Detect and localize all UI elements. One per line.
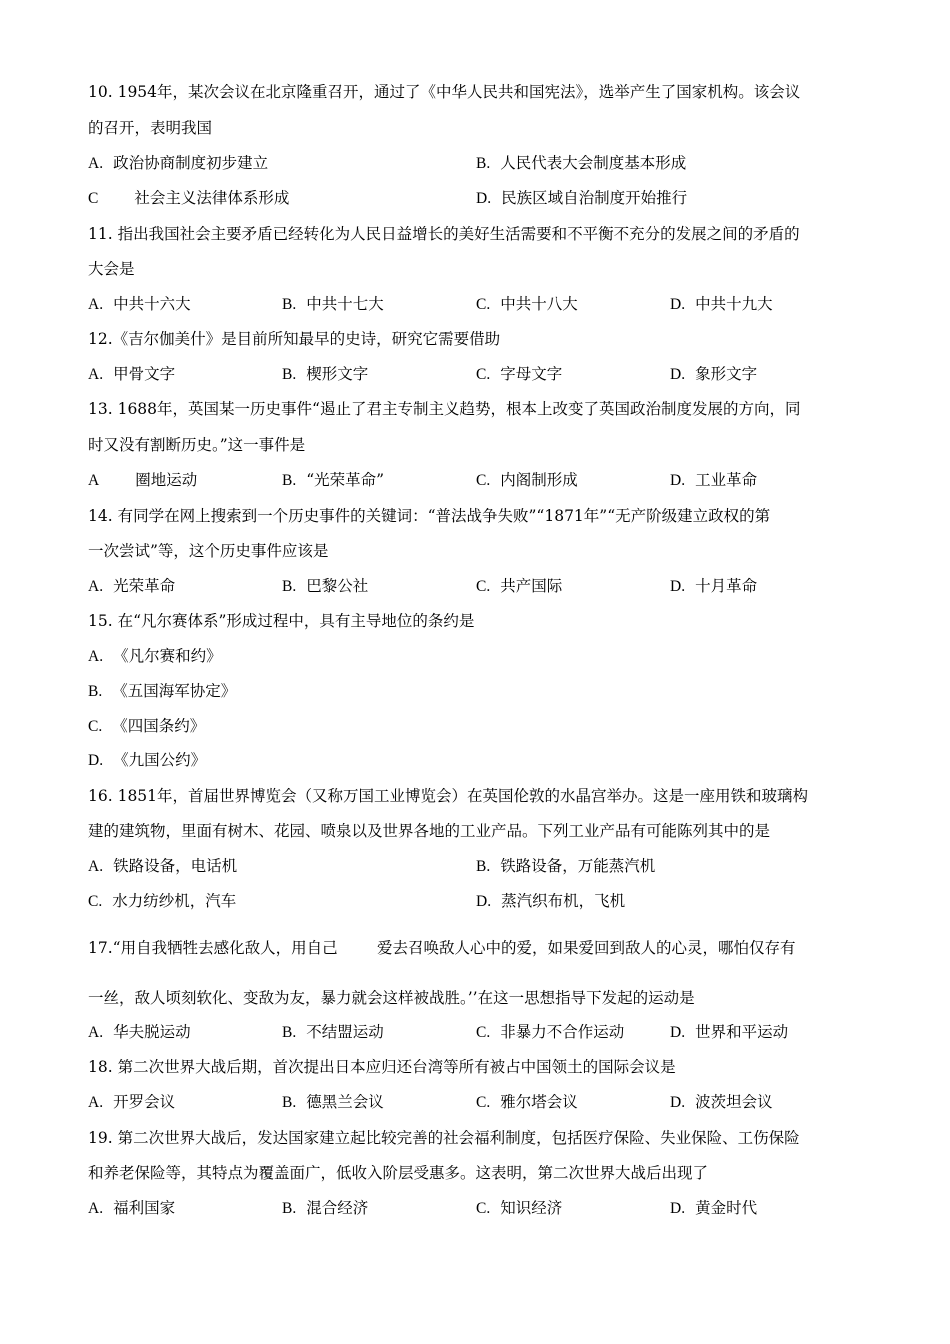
question-19-option-b: [282, 1198, 368, 1219]
question-11-option-d: [670, 294, 773, 315]
option-letter: D.: [476, 190, 492, 207]
option-letter: B.: [88, 683, 103, 700]
option-letter: B.: [282, 1094, 297, 1111]
question-16-stem-line-2: 建的建筑物，里面有树木、花园、喷泉以及世界各地的工业产品。下列工业产品有可能陈列其中的是: [88, 822, 771, 840]
option-letter: C.: [476, 1094, 491, 1111]
option-letter: A.: [88, 296, 104, 313]
question-16-option-a: [88, 856, 237, 877]
option-text: 非暴力不合作运动: [500, 1023, 625, 1041]
option-letter: D.: [670, 578, 686, 595]
option-text: 《五国海军协定》: [112, 682, 237, 700]
question-19-option-c: [476, 1198, 562, 1219]
question-11-stem-line-2: 大会是: [88, 260, 135, 278]
option-letter: D.: [670, 472, 686, 489]
question-17-stem-line-2: 一丝，敌人顷刻软化、变敌为友，暴力就会这样被战胜。’’在这一思想指导下发起的运动是: [88, 989, 695, 1007]
option-letter: D.: [670, 366, 686, 383]
question-19-option-a: [88, 1198, 175, 1219]
option-text: 甲骨文字: [113, 365, 176, 383]
option-text: 十月革命: [695, 577, 758, 595]
question-18-option-a: [88, 1092, 175, 1113]
question-12-option-a: [88, 364, 175, 385]
option-text: 字母文字: [500, 365, 563, 383]
option-letter: C.: [476, 472, 491, 489]
option-letter: A.: [88, 648, 104, 665]
option-letter: A.: [88, 155, 104, 172]
question-14-stem-line-1: 14. 有同学在网上搜索到一个历史事件的关键词：“普法战争失败”“1871年”“无产阶级建立政权的第: [88, 507, 771, 525]
option-letter: A.: [88, 1024, 104, 1041]
option-letter: B.: [282, 366, 297, 383]
option-letter: A.: [88, 858, 104, 875]
question-16-option-b: [476, 856, 655, 877]
question-12-option-c: [476, 364, 562, 385]
question-13-option-b: [282, 470, 384, 491]
question-19-option-d: [670, 1198, 757, 1219]
option-text: 水力纺纱机，汽车: [112, 892, 237, 910]
option-text: 内阁制形成: [500, 471, 578, 489]
question-10-stem-line-2: 的召开，表明我国: [88, 119, 213, 137]
option-text: 华夫脱运动: [113, 1023, 191, 1041]
option-letter: A: [88, 472, 100, 489]
option-text: 光荣革命: [113, 577, 176, 595]
option-text: 知识经济: [500, 1199, 563, 1217]
option-text: 中共十七大: [306, 295, 384, 313]
option-text: 波茨坦会议: [695, 1093, 773, 1111]
option-letter: A.: [88, 1200, 104, 1217]
option-letter: A.: [88, 1094, 104, 1111]
option-text: 黄金时代: [695, 1199, 758, 1217]
question-12-option-d: [670, 364, 757, 385]
question-17-option-c: [476, 1022, 624, 1043]
question-18-option-b: [282, 1092, 384, 1113]
question-17-option-b: [282, 1022, 384, 1043]
option-text: 政治协商制度初步建立: [113, 154, 269, 172]
question-12-stem-line-1: 12.《吉尔伽美什》是目前所知最早的史诗，研究它需要借助: [88, 330, 501, 348]
question-14-stem-line-2: 一次尝试”等，这个历史事件应该是: [88, 542, 329, 560]
option-text: 中共十八大: [500, 295, 578, 313]
question-14-option-c: [476, 576, 562, 597]
option-text: 巴黎公社: [306, 577, 369, 595]
option-letter: C.: [476, 366, 491, 383]
option-text: 雅尔塔会议: [500, 1093, 578, 1111]
option-letter: C: [88, 190, 99, 207]
option-text: 圈地运动: [135, 471, 198, 489]
option-text: 共产国际: [500, 577, 563, 595]
option-text: 铁路设备，万能蒸汽机: [500, 857, 656, 875]
option-text: 楔形文字: [306, 365, 369, 383]
question-14-option-b: [282, 576, 368, 597]
option-letter: B.: [282, 578, 297, 595]
question-17-option-a: [88, 1022, 191, 1043]
option-letter: B.: [282, 472, 297, 489]
option-letter: C.: [88, 718, 103, 735]
question-14-option-d: [670, 576, 757, 597]
option-letter: A.: [88, 578, 104, 595]
option-text: 《凡尔赛和约》: [113, 647, 222, 665]
option-letter: D.: [670, 296, 686, 313]
option-text: 蒸汽织布机，飞机: [501, 892, 626, 910]
option-letter: B.: [282, 1200, 297, 1217]
question-18-option-d: [670, 1092, 773, 1113]
question-15-option-d: [88, 750, 206, 771]
option-text: 象形文字: [695, 365, 758, 383]
option-letter: D.: [670, 1094, 686, 1111]
question-13-stem-line-2: 时又没有割断历史。”这一事件是: [88, 436, 306, 454]
option-text: 中共十六大: [113, 295, 191, 313]
option-text: 不结盟运动: [306, 1023, 384, 1041]
option-text: 福利国家: [113, 1199, 176, 1217]
option-letter: C.: [476, 578, 491, 595]
question-15-stem-line-1: 15. 在“凡尔赛体系”形成过程中，具有主导地位的条约是: [88, 612, 475, 630]
question-19-stem-line-1: 19. 第二次世界大战后，发达国家建立起比较完善的社会福利制度，包括医疗保险、失业保险、工伤保险: [88, 1129, 800, 1147]
option-letter: C.: [476, 296, 491, 313]
question-16-option-c: [88, 891, 236, 912]
option-text: 开罗会议: [113, 1093, 176, 1111]
question-15-option-b: [88, 681, 236, 702]
option-text: 中共十九大: [695, 295, 773, 313]
question-11-stem-line-1: 11. 指出我国社会主要矛盾已经转化为人民日益增长的美好生活需要和不平衡不充分的发展之间的矛盾的: [88, 225, 800, 243]
question-19-stem-line-2: 和养老保险等，其特点为覆盖面广，低收入阶层受惠多。这表明，第二次世界大战后出现了: [88, 1164, 709, 1182]
question-13-stem-line-1: 13. 1688年，英国某一历史事件“遏止了君主专制主义趋势，根本上改变了英国政治制度发展的方向，同: [88, 400, 801, 418]
option-text: 《九国公约》: [113, 751, 207, 769]
option-text: 社会主义法律体系形成: [134, 189, 290, 207]
option-text: 混合经济: [306, 1199, 369, 1217]
option-letter: D.: [88, 752, 104, 769]
question-16-stem-line-1: 16. 1851年，首届世界博览会（又称万国工业博览会）在英国伦敦的水晶宫举办。这是一座用铁和玻璃构: [88, 787, 809, 805]
option-letter: C.: [476, 1200, 491, 1217]
option-text: 人民代表大会制度基本形成: [500, 154, 687, 172]
option-text: 工业革命: [695, 471, 758, 489]
option-letter: B.: [282, 296, 297, 313]
option-letter: B.: [476, 155, 491, 172]
question-11-option-b: [282, 294, 384, 315]
question-10-option-d: [476, 188, 687, 209]
question-17-stem-line-1: 17.“用自我牺牲去感化敌人，用自己 爱去召唤敌人心中的爱，如果爱回到敌人的心灵，哪怕仅存有: [88, 939, 796, 957]
question-13-option-a: [88, 470, 197, 491]
option-text: “光荣革命”: [306, 471, 385, 489]
question-15-option-a: [88, 646, 222, 667]
question-15-option-c: [88, 716, 205, 737]
option-text: 《四国条约》: [112, 717, 206, 735]
option-letter: C.: [476, 1024, 491, 1041]
question-13-option-d: [670, 470, 757, 491]
question-11-option-c: [476, 294, 578, 315]
option-text: 世界和平运动: [695, 1023, 789, 1041]
question-12-option-b: [282, 364, 368, 385]
option-text: 铁路设备，电话机: [113, 857, 238, 875]
question-10-option-b: [476, 153, 686, 174]
option-letter: B.: [282, 1024, 297, 1041]
question-16-option-d: [476, 891, 625, 912]
question-18-option-c: [476, 1092, 578, 1113]
question-14-option-a: [88, 576, 175, 597]
question-18-stem-line-1: 18. 第二次世界大战后期，首次提出日本应归还台湾等所有被占中国领土的国际会议是: [88, 1058, 676, 1076]
question-10-option-a: [88, 153, 268, 174]
option-text: 民族区域自治制度开始推行: [501, 189, 688, 207]
option-letter: B.: [476, 858, 491, 875]
question-10-option-c: [88, 188, 289, 209]
option-letter: D.: [670, 1024, 686, 1041]
question-17-option-d: [670, 1022, 788, 1043]
option-text: 德黑兰会议: [306, 1093, 384, 1111]
option-letter: D.: [476, 893, 492, 910]
question-11-option-a: [88, 294, 191, 315]
option-letter: C.: [88, 893, 103, 910]
question-13-option-c: [476, 470, 578, 491]
question-10-stem-line-1: 10. 1954年，某次会议在北京隆重召开，通过了《中华人民共和国宪法》，选举产生了国家机构。该会议: [88, 83, 801, 101]
option-letter: A.: [88, 366, 104, 383]
option-letter: D.: [670, 1200, 686, 1217]
